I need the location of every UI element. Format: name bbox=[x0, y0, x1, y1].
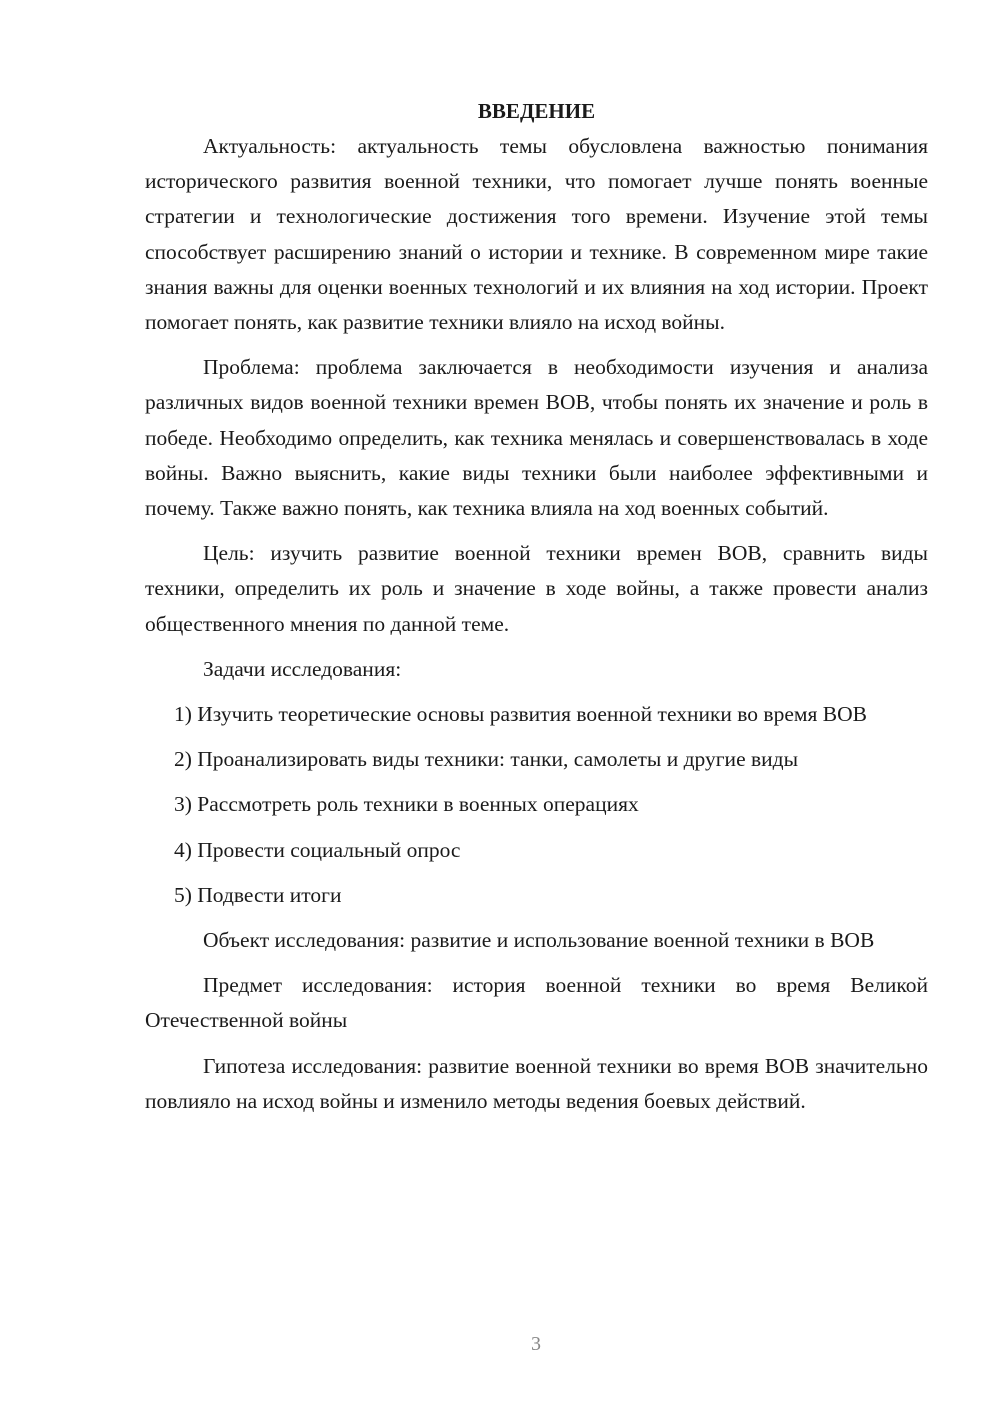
task-item: 4) Провести социальный опрос bbox=[174, 837, 461, 862]
section-heading: ВВЕДЕНИЕ bbox=[477, 99, 596, 123]
document-page bbox=[145, 94, 928, 1129]
task-item: 1) Изучить теоретические основы развития военной техники во время ВОВ bbox=[174, 702, 867, 727]
goal-paragraph: Цель: изучить развитие военной техники времен ВОВ, сравнить виды техники, определить их роль и значение в ходе войны, а также провести анализ общественного мнения по данной теме. bbox=[145, 541, 928, 636]
page-number: 3 bbox=[531, 1333, 541, 1355]
object-paragraph: Объект исследования: развитие и использование военной техники в ВОВ bbox=[203, 928, 875, 953]
hypothesis-paragraph: Гипотеза исследования: развитие военной техники во время ВОВ значительно повлияло на исход войны и изменило методы ведения боевых действий. bbox=[145, 1053, 928, 1113]
tasks-heading: Задачи исследования: bbox=[203, 656, 402, 681]
task-item: 5) Подвести итоги bbox=[174, 882, 342, 907]
problem-paragraph: Проблема: проблема заключается в необходимости изучения и анализа различных видов военной техники времен ВОВ, чтобы понять их значение и роль в победе. Необходимо определить, как техника менялась и совершенствовалась в ходе войны. Важно выяснить, какие виды техники были наиболее эффективными и почему. Также важно понять, как техника влияла на ход военных событий. bbox=[145, 355, 928, 521]
subject-paragraph: Предмет исследования: история военной техники во время Великой Отечественной войны bbox=[145, 973, 928, 1033]
task-item: 2) Проанализировать виды техники: танки, самолеты и другие виды bbox=[174, 747, 799, 772]
task-item: 3) Рассмотреть роль техники в военных операциях bbox=[174, 792, 639, 817]
relevance-paragraph: Актуальность: актуальность темы обусловлена важностью понимания исторического развития военной техники, что помогает лучше понять военные стратегии и технологические достижения того времени. Изучение этой темы способствует расширению знаний о истории и технике. В современном мире такие знания важны для оценки военных технологий и их влияния на ход истории. Проект помогает понять, как развитие техники влияло на исход войны. bbox=[145, 134, 928, 335]
